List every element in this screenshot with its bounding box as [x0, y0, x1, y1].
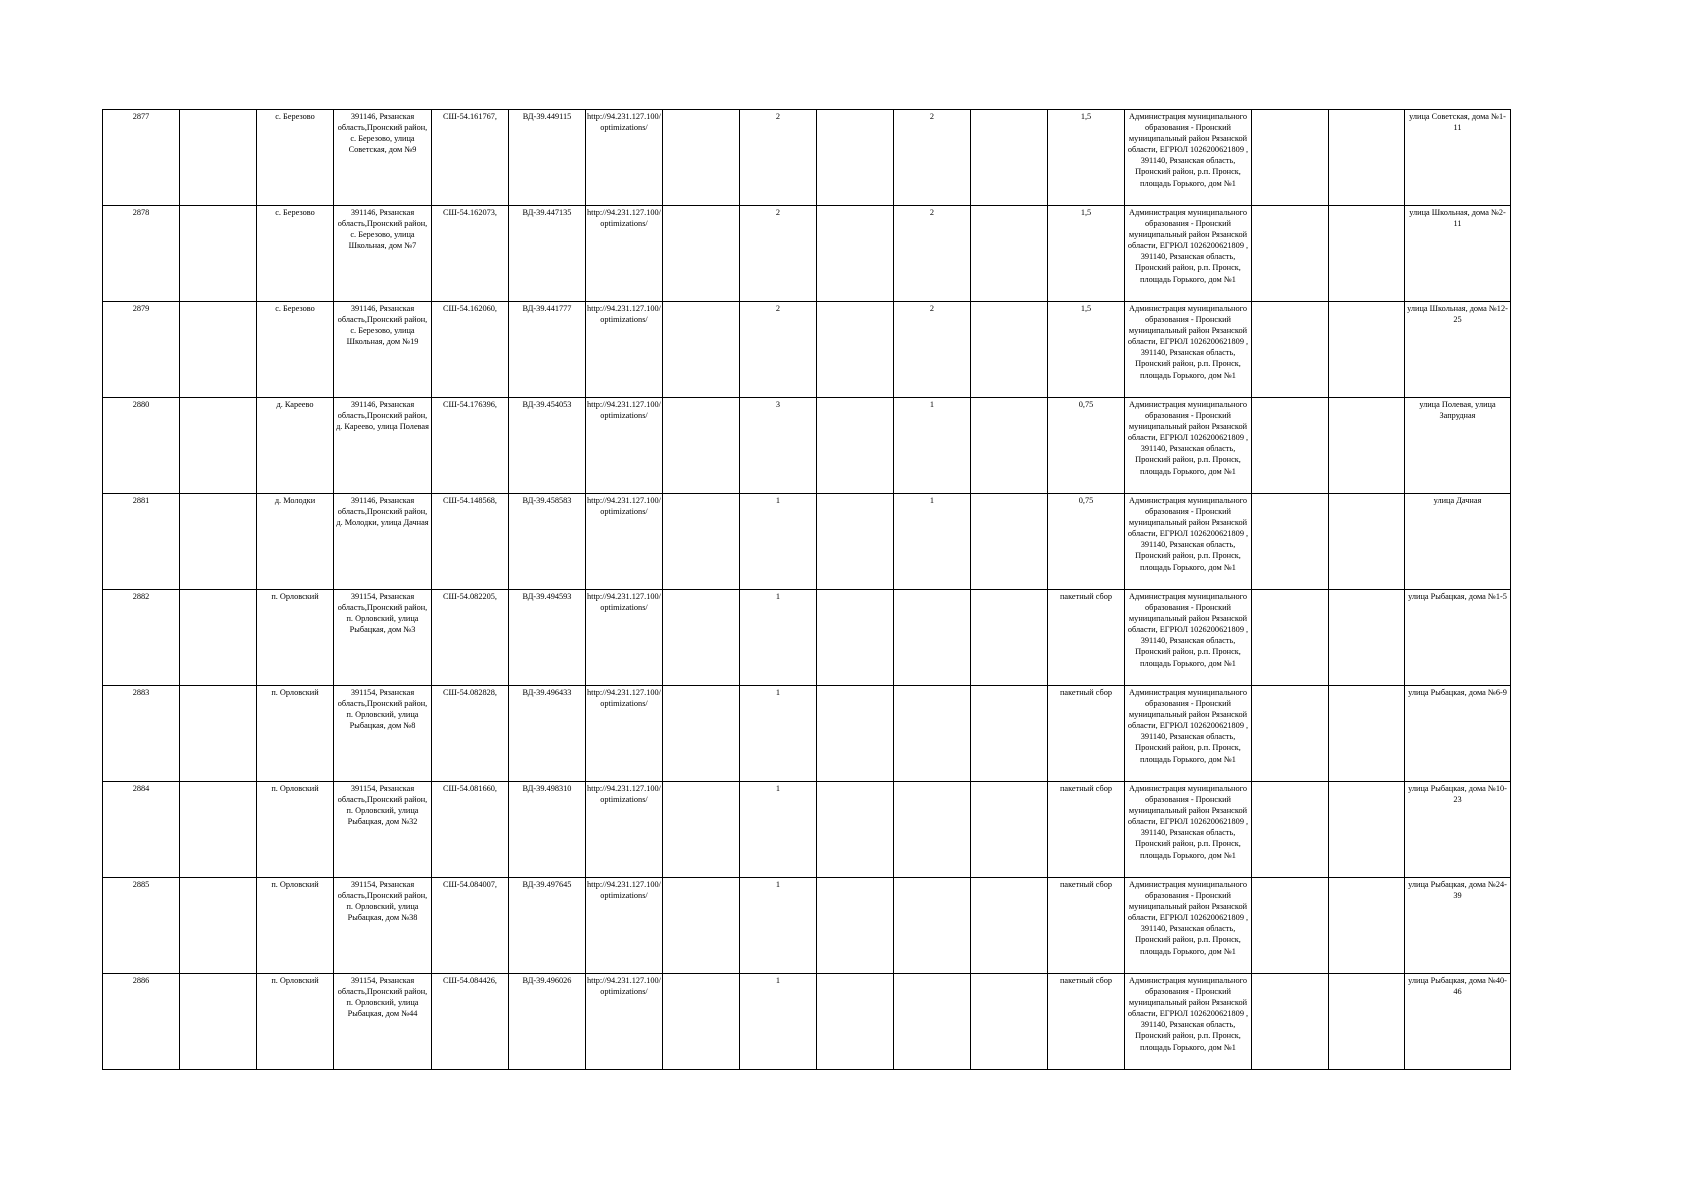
container-volume: 1,5 — [1048, 302, 1125, 398]
site-owner: Администрация муниципального образования - Пронский муниципальный район Рязанской области, ЕГРЮЛ 1026200621809 , 391140, Рязанская область, Пронский район, р.п. Пронск, площадь Горького, дом №1 — [1125, 782, 1252, 878]
settlement-name: с. Березово — [257, 206, 334, 302]
cell-empty — [180, 878, 257, 974]
cell-empty — [1252, 398, 1329, 494]
settlement-name: п. Орловский — [257, 974, 334, 1070]
table-row — [103, 206, 1511, 302]
cell-empty — [1252, 686, 1329, 782]
container-count-2: 2 — [894, 302, 971, 398]
cell-empty — [971, 206, 1048, 302]
latitude: СШ-54.082828, — [432, 686, 509, 782]
served-addresses: улица Полевая, улица Запрудная — [1405, 398, 1511, 494]
cell-empty — [663, 206, 740, 302]
cell-empty — [817, 686, 894, 782]
site-owner: Администрация муниципального образования - Пронский муниципальный район Рязанской области, ЕГРЮЛ 1026200621809 , 391140, Рязанская область, Пронский район, р.п. Пронск, площадь Горького, дом №1 — [1125, 110, 1252, 206]
cell-empty — [817, 590, 894, 686]
map-link[interactable]: http://94.231.127.100/optimizations/ — [586, 206, 663, 302]
settlement-name: д. Кареево — [257, 398, 334, 494]
table-row — [103, 398, 1511, 494]
longitude: ВД-39.496026 — [509, 974, 586, 1070]
container-volume: 1,5 — [1048, 110, 1125, 206]
map-link[interactable]: http://94.231.127.100/optimizations/ — [586, 686, 663, 782]
cell-empty — [663, 686, 740, 782]
cell-empty — [180, 398, 257, 494]
cell-empty — [817, 878, 894, 974]
cell-empty — [1329, 974, 1405, 1070]
site-owner: Администрация муниципального образования - Пронский муниципальный район Рязанской области, ЕГРЮЛ 1026200621809 , 391140, Рязанская область, Пронский район, р.п. Пронск, площадь Горького, дом №1 — [1125, 878, 1252, 974]
container-volume: 0,75 — [1048, 398, 1125, 494]
container-count-2: 2 — [894, 206, 971, 302]
site-owner: Администрация муниципального образования - Пронский муниципальный район Рязанской области, ЕГРЮЛ 1026200621809 , 391140, Рязанская область, Пронский район, р.п. Пронск, площадь Горького, дом №1 — [1125, 302, 1252, 398]
cell-empty — [663, 782, 740, 878]
site-owner: Администрация муниципального образования - Пронский муниципальный район Рязанской области, ЕГРЮЛ 1026200621809 , 391140, Рязанская область, Пронский район, р.п. Пронск, площадь Горького, дом №1 — [1125, 206, 1252, 302]
cell-empty — [971, 302, 1048, 398]
cell-empty — [817, 974, 894, 1070]
row-number: 2879 — [103, 302, 180, 398]
cell-empty — [1252, 974, 1329, 1070]
site-owner: Администрация муниципального образования - Пронский муниципальный район Рязанской области, ЕГРЮЛ 1026200621809 , 391140, Рязанская область, Пронский район, р.п. Пронск, площадь Горького, дом №1 — [1125, 398, 1252, 494]
cell-empty — [1329, 686, 1405, 782]
site-address: 391146, Рязанская область,Пронский район, д. Молодки, улица Дачная — [334, 494, 432, 590]
latitude: СШ-54.176396, — [432, 398, 509, 494]
settlement-name: д. Молодки — [257, 494, 334, 590]
container-volume: пакетный сбор — [1048, 974, 1125, 1070]
map-link[interactable]: http://94.231.127.100/optimizations/ — [586, 974, 663, 1070]
longitude: ВД-39.454053 — [509, 398, 586, 494]
waste-sites-table — [102, 109, 1511, 1070]
site-address: 391154, Рязанская область,Пронский район, п. Орловский, улица Рыбацкая, дом №32 — [334, 782, 432, 878]
container-count: 2 — [740, 302, 817, 398]
site-owner: Администрация муниципального образования - Пронский муниципальный район Рязанской области, ЕГРЮЛ 1026200621809 , 391140, Рязанская область, Пронский район, р.п. Пронск, площадь Горького, дом №1 — [1125, 974, 1252, 1070]
site-address: 391154, Рязанская область,Пронский район, п. Орловский, улица Рыбацкая, дом №44 — [334, 974, 432, 1070]
cell-empty — [971, 110, 1048, 206]
settlement-name: п. Орловский — [257, 878, 334, 974]
cell-empty — [971, 686, 1048, 782]
row-number: 2882 — [103, 590, 180, 686]
cell-empty — [971, 878, 1048, 974]
map-link[interactable]: http://94.231.127.100/optimizations/ — [586, 302, 663, 398]
cell-empty — [817, 782, 894, 878]
site-address: 391154, Рязанская область,Пронский район, п. Орловский, улица Рыбацкая, дом №8 — [334, 686, 432, 782]
served-addresses: улица Школьная, дома №2-11 — [1405, 206, 1511, 302]
longitude: ВД-39.458583 — [509, 494, 586, 590]
map-link[interactable]: http://94.231.127.100/optimizations/ — [586, 110, 663, 206]
longitude: ВД-39.496433 — [509, 686, 586, 782]
cell-empty — [663, 494, 740, 590]
cell-empty — [180, 494, 257, 590]
settlement-name: с. Березово — [257, 110, 334, 206]
latitude: СШ-54.148568, — [432, 494, 509, 590]
cell-empty — [180, 782, 257, 878]
cell-empty — [1252, 302, 1329, 398]
settlement-name: п. Орловский — [257, 590, 334, 686]
site-owner: Администрация муниципального образования - Пронский муниципальный район Рязанской области, ЕГРЮЛ 1026200621809 , 391140, Рязанская область, Пронский район, р.п. Пронск, площадь Горького, дом №1 — [1125, 494, 1252, 590]
cell-empty — [663, 110, 740, 206]
row-number: 2883 — [103, 686, 180, 782]
table-row — [103, 686, 1511, 782]
cell-empty — [971, 494, 1048, 590]
table-row — [103, 974, 1511, 1070]
container-count: 1 — [740, 494, 817, 590]
cell-empty — [1329, 206, 1405, 302]
container-count-2: 1 — [894, 494, 971, 590]
container-count: 3 — [740, 398, 817, 494]
cell-empty — [817, 206, 894, 302]
latitude: СШ-54.084007, — [432, 878, 509, 974]
cell-empty — [817, 110, 894, 206]
cell-empty — [971, 782, 1048, 878]
container-count-2: 1 — [894, 398, 971, 494]
table-body — [103, 110, 1511, 1070]
cell-empty — [1252, 782, 1329, 878]
table-row — [103, 110, 1511, 206]
settlement-name: п. Орловский — [257, 686, 334, 782]
map-link[interactable]: http://94.231.127.100/optimizations/ — [586, 398, 663, 494]
row-number: 2880 — [103, 398, 180, 494]
latitude: СШ-54.081660, — [432, 782, 509, 878]
row-number: 2886 — [103, 974, 180, 1070]
table-row — [103, 302, 1511, 398]
cell-empty — [817, 302, 894, 398]
map-link[interactable]: http://94.231.127.100/optimizations/ — [586, 494, 663, 590]
container-volume: 0,75 — [1048, 494, 1125, 590]
latitude: СШ-54.162060, — [432, 302, 509, 398]
longitude: ВД-39.497645 — [509, 878, 586, 974]
container-volume: пакетный сбор — [1048, 590, 1125, 686]
table-row — [103, 590, 1511, 686]
cell-empty — [663, 302, 740, 398]
latitude: СШ-54.082205, — [432, 590, 509, 686]
latitude: СШ-54.161767, — [432, 110, 509, 206]
served-addresses: улица Рыбацкая, дома №40-46 — [1405, 974, 1511, 1070]
cell-empty — [971, 974, 1048, 1070]
container-count: 2 — [740, 110, 817, 206]
cell-empty — [180, 590, 257, 686]
longitude: ВД-39.441777 — [509, 302, 586, 398]
container-volume: 1,5 — [1048, 206, 1125, 302]
longitude: ВД-39.494593 — [509, 590, 586, 686]
settlement-name: п. Орловский — [257, 782, 334, 878]
cell-empty — [971, 398, 1048, 494]
cell-empty — [1329, 878, 1405, 974]
container-volume: пакетный сбор — [1048, 782, 1125, 878]
latitude: СШ-54.084426, — [432, 974, 509, 1070]
map-link[interactable]: http://94.231.127.100/optimizations/ — [586, 878, 663, 974]
longitude: ВД-39.449115 — [509, 110, 586, 206]
cell-empty — [971, 590, 1048, 686]
container-count-2 — [894, 974, 971, 1070]
served-addresses: улица Дачная — [1405, 494, 1511, 590]
container-count-2 — [894, 878, 971, 974]
cell-empty — [180, 686, 257, 782]
cell-empty — [1329, 398, 1405, 494]
map-link[interactable]: http://94.231.127.100/optimizations/ — [586, 782, 663, 878]
table-row — [103, 494, 1511, 590]
cell-empty — [817, 398, 894, 494]
served-addresses: улица Советская, дома №1-11 — [1405, 110, 1511, 206]
cell-empty — [663, 398, 740, 494]
container-count: 1 — [740, 686, 817, 782]
site-address: 391146, Рязанская область,Пронский район, д. Кареево, улица Полевая — [334, 398, 432, 494]
longitude: ВД-39.498310 — [509, 782, 586, 878]
container-count-2 — [894, 590, 971, 686]
site-address: 391154, Рязанская область,Пронский район, п. Орловский, улица Рыбацкая, дом №3 — [334, 590, 432, 686]
cell-empty — [1252, 110, 1329, 206]
cell-empty — [817, 494, 894, 590]
site-owner: Администрация муниципального образования - Пронский муниципальный район Рязанской области, ЕГРЮЛ 1026200621809 , 391140, Рязанская область, Пронский район, р.п. Пронск, площадь Горького, дом №1 — [1125, 590, 1252, 686]
container-count: 1 — [740, 782, 817, 878]
container-volume: пакетный сбор — [1048, 878, 1125, 974]
row-number: 2881 — [103, 494, 180, 590]
container-volume: пакетный сбор — [1048, 686, 1125, 782]
served-addresses: улица Рыбацкая, дома №6-9 — [1405, 686, 1511, 782]
row-number: 2878 — [103, 206, 180, 302]
container-count: 2 — [740, 206, 817, 302]
cell-empty — [663, 974, 740, 1070]
served-addresses: улица Рыбацкая, дома №24-39 — [1405, 878, 1511, 974]
cell-empty — [1252, 206, 1329, 302]
site-owner: Администрация муниципального образования - Пронский муниципальный район Рязанской области, ЕГРЮЛ 1026200621809 , 391140, Рязанская область, Пронский район, р.п. Пронск, площадь Горького, дом №1 — [1125, 686, 1252, 782]
cell-empty — [180, 974, 257, 1070]
site-address: 391154, Рязанская область,Пронский район, п. Орловский, улица Рыбацкая, дом №38 — [334, 878, 432, 974]
map-link[interactable]: http://94.231.127.100/optimizations/ — [586, 590, 663, 686]
container-count: 1 — [740, 590, 817, 686]
cell-empty — [1329, 302, 1405, 398]
site-address: 391146, Рязанская область,Пронский район, с. Березово, улица Школьная, дом №19 — [334, 302, 432, 398]
longitude: ВД-39.447135 — [509, 206, 586, 302]
served-addresses: улица Рыбацкая, дома №10-23 — [1405, 782, 1511, 878]
cell-empty — [663, 878, 740, 974]
container-count-2: 2 — [894, 110, 971, 206]
settlement-name: с. Березово — [257, 302, 334, 398]
cell-empty — [1252, 590, 1329, 686]
table-row — [103, 782, 1511, 878]
cell-empty — [1329, 110, 1405, 206]
cell-empty — [180, 110, 257, 206]
served-addresses: улица Рыбацкая, дома №1-5 — [1405, 590, 1511, 686]
container-count-2 — [894, 782, 971, 878]
site-address: 391146, Рязанская область,Пронский район, с. Березово, улица Советская, дом №9 — [334, 110, 432, 206]
table-row — [103, 878, 1511, 974]
cell-empty — [663, 590, 740, 686]
cell-empty — [1329, 590, 1405, 686]
cell-empty — [180, 302, 257, 398]
cell-empty — [1252, 878, 1329, 974]
row-number: 2877 — [103, 110, 180, 206]
row-number: 2884 — [103, 782, 180, 878]
container-count: 1 — [740, 878, 817, 974]
latitude: СШ-54.162073, — [432, 206, 509, 302]
cell-empty — [1252, 494, 1329, 590]
site-address: 391146, Рязанская область,Пронский район, с. Березово, улица Школьная, дом №7 — [334, 206, 432, 302]
container-count-2 — [894, 686, 971, 782]
cell-empty — [1329, 782, 1405, 878]
cell-empty — [180, 206, 257, 302]
container-count: 1 — [740, 974, 817, 1070]
served-addresses: улица Школьная, дома №12-25 — [1405, 302, 1511, 398]
cell-empty — [1329, 494, 1405, 590]
row-number: 2885 — [103, 878, 180, 974]
